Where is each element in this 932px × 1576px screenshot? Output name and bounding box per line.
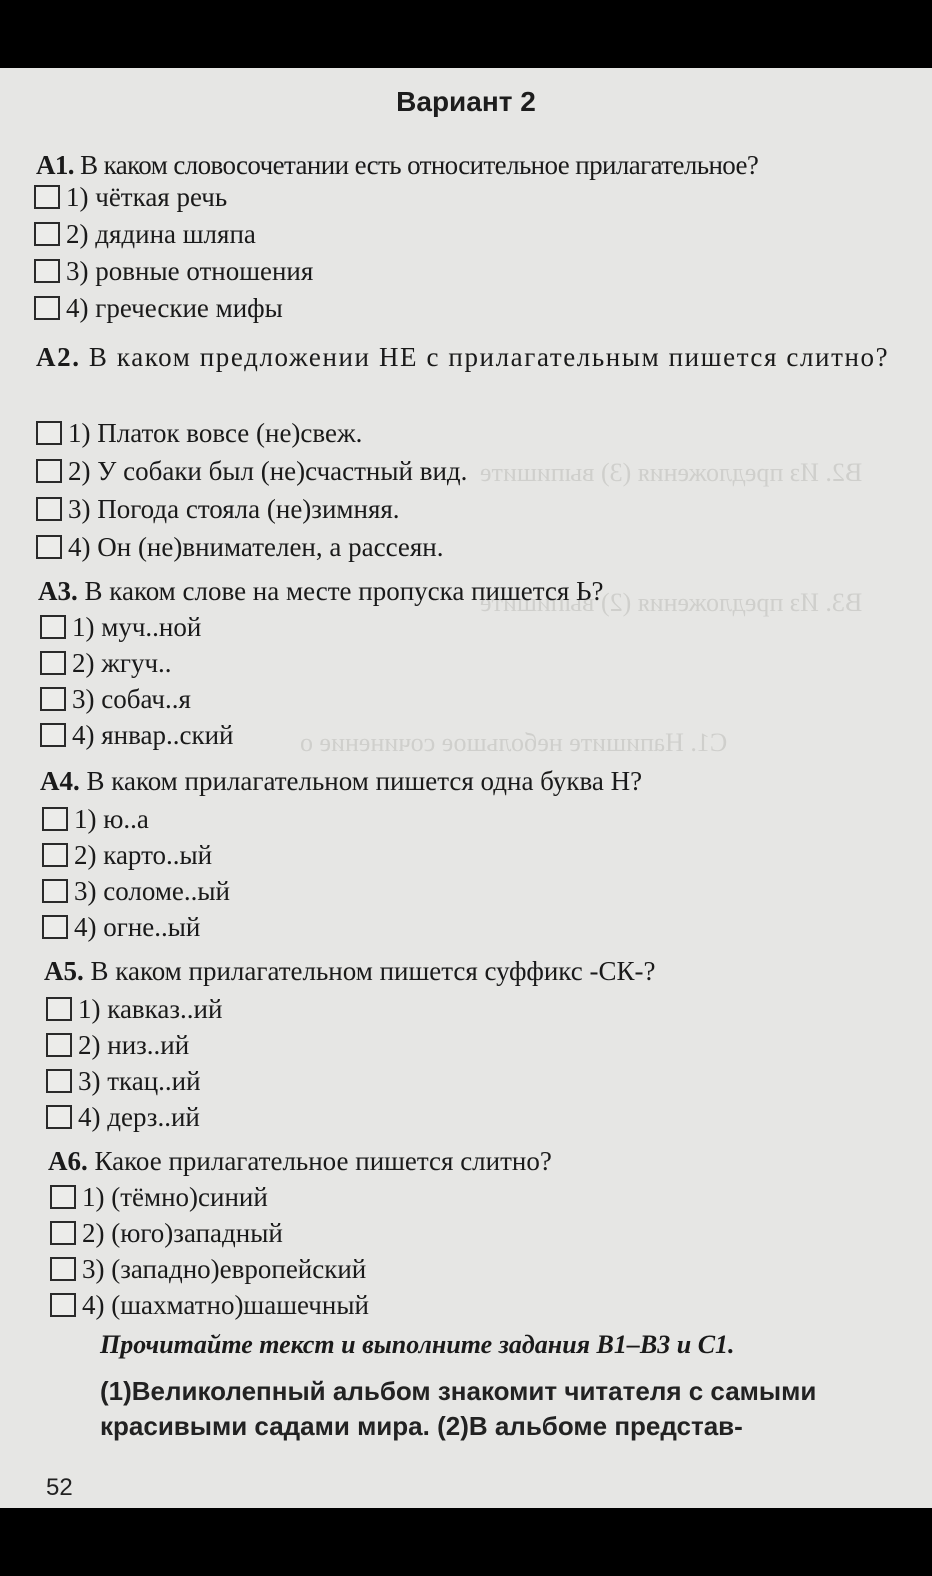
option-label: 4) январ..ский [72,720,234,750]
question-number: А1. [36,150,74,180]
option-label: 3) ткац..ий [78,1066,201,1096]
question-text: В каком прилагательном пишется одна буква Н? [86,766,643,796]
checkbox[interactable] [40,615,66,639]
checkbox[interactable] [36,459,62,483]
answer-option[interactable] [42,874,230,908]
option-label: 4) дерз..ий [78,1102,200,1132]
checkbox[interactable] [46,997,72,1021]
checkbox[interactable] [40,651,66,675]
answer-option[interactable] [46,1064,201,1098]
checkbox[interactable] [50,1221,76,1245]
question-a5 [44,954,655,988]
option-label: 1) кавказ..ий [78,994,223,1024]
question-text: В каком предложении НЕ с прилагательным пишется слитно? [88,342,890,372]
checkbox[interactable] [42,879,68,903]
answer-option[interactable] [46,1100,200,1134]
checkbox[interactable] [34,296,60,320]
option-label: 4) огне..ый [74,912,201,942]
answer-option[interactable] [42,838,212,872]
option-label: 2) карто..ый [74,840,213,870]
option-label: 1) ю..а [74,804,149,834]
checkbox[interactable] [46,1069,72,1093]
option-label: 1) Платок вовсе (не)свеж. [68,418,363,448]
answer-option[interactable] [46,1028,189,1062]
question-number: А5. [44,956,84,986]
question-a4 [40,764,642,798]
checkbox[interactable] [36,421,62,445]
checkbox[interactable] [40,687,66,711]
option-label: 4) (шахматно)шашечный [82,1290,369,1320]
answer-option[interactable] [36,530,444,564]
answer-option[interactable] [50,1288,369,1322]
checkbox[interactable] [34,185,60,209]
checkbox[interactable] [34,222,60,246]
question-text: В каком прилагательном пишется суффикс -СК-? [90,956,656,986]
question-a6 [48,1144,552,1178]
option-label: 1) чёткая речь [66,182,228,212]
option-label: 4) Он (не)внимателен, а рассеян. [68,532,444,562]
option-label: 2) дядина шляпа [66,219,256,249]
show-through-decoration: В3. Из предложения (2) выпишите [480,588,863,617]
answer-option[interactable] [42,802,149,836]
checkbox[interactable] [50,1257,76,1281]
answer-option[interactable] [40,610,201,644]
question-number: А6. [48,1146,88,1176]
checkbox[interactable] [36,535,62,559]
answer-option[interactable] [34,291,283,325]
question-a1 [36,148,758,182]
option-label: 2) низ..ий [78,1030,190,1060]
option-label: 1) муч..ной [72,612,202,642]
question-text: Какое прилагательное пишется слитно? [94,1146,552,1176]
answer-option[interactable] [50,1216,283,1250]
checkbox[interactable] [50,1185,76,1209]
checkbox[interactable] [42,807,68,831]
textbook-page [0,68,932,1508]
answer-option[interactable] [46,992,222,1026]
show-through-decoration: С1. Напишите небольшое сочинение о [300,728,728,757]
question-number: А3. [38,576,78,606]
answer-option[interactable] [34,217,256,251]
option-label: 1) (тёмно)синий [82,1182,268,1212]
option-label: 2) (юго)западный [82,1218,283,1248]
question-a3 [38,574,604,608]
question-text: В каком словосочетании есть относительное прилагательное? [80,150,759,180]
option-label: 4) греческие мифы [66,293,283,323]
question-text: В каком слове на месте пропуска пишется Ь? [84,576,604,606]
option-label: 3) соломе..ый [74,876,230,906]
reading-passage: (1)Великолепный альбом знакомит читателя с самыми красивыми садами мира. (2)В альбоме представ- [100,1376,817,1441]
option-label: 3) собач..я [72,684,191,714]
answer-option[interactable] [34,254,313,288]
answer-option[interactable] [42,910,200,944]
answer-option[interactable] [40,682,191,716]
option-label: 3) ровные отношения [66,256,314,286]
checkbox[interactable] [36,497,62,521]
variant-title: Вариант 2 [396,86,536,117]
option-label: 3) Погода стояла (не)зимняя. [68,494,400,524]
question-number: А2. [36,342,81,372]
answer-option[interactable] [40,646,172,680]
answer-option[interactable] [40,718,234,752]
checkbox[interactable] [42,915,68,939]
answer-option[interactable] [34,180,227,214]
checkbox[interactable] [50,1293,76,1317]
question-a2 [36,340,916,374]
option-label: 3) (западно)европейский [82,1254,367,1284]
option-label: 2) У собаки был (не)счастный вид. [68,456,468,486]
answer-option[interactable] [50,1252,366,1286]
show-through-decoration: В2. Из предложения (3) выпишите [480,458,863,487]
answer-option[interactable] [36,492,400,526]
answer-option[interactable] [36,454,467,488]
question-number: А4. [40,766,80,796]
answer-option[interactable] [50,1180,268,1214]
answer-option[interactable] [36,416,362,450]
checkbox[interactable] [42,843,68,867]
page-number: 52 [46,1474,73,1501]
checkbox[interactable] [40,723,66,747]
checkbox[interactable] [46,1033,72,1057]
checkbox[interactable] [34,259,60,283]
option-label: 2) жгуч.. [72,648,172,678]
task-instruction: Прочитайте текст и выполните задания В1–В3 и С1. [100,1330,735,1359]
checkbox[interactable] [46,1105,72,1129]
